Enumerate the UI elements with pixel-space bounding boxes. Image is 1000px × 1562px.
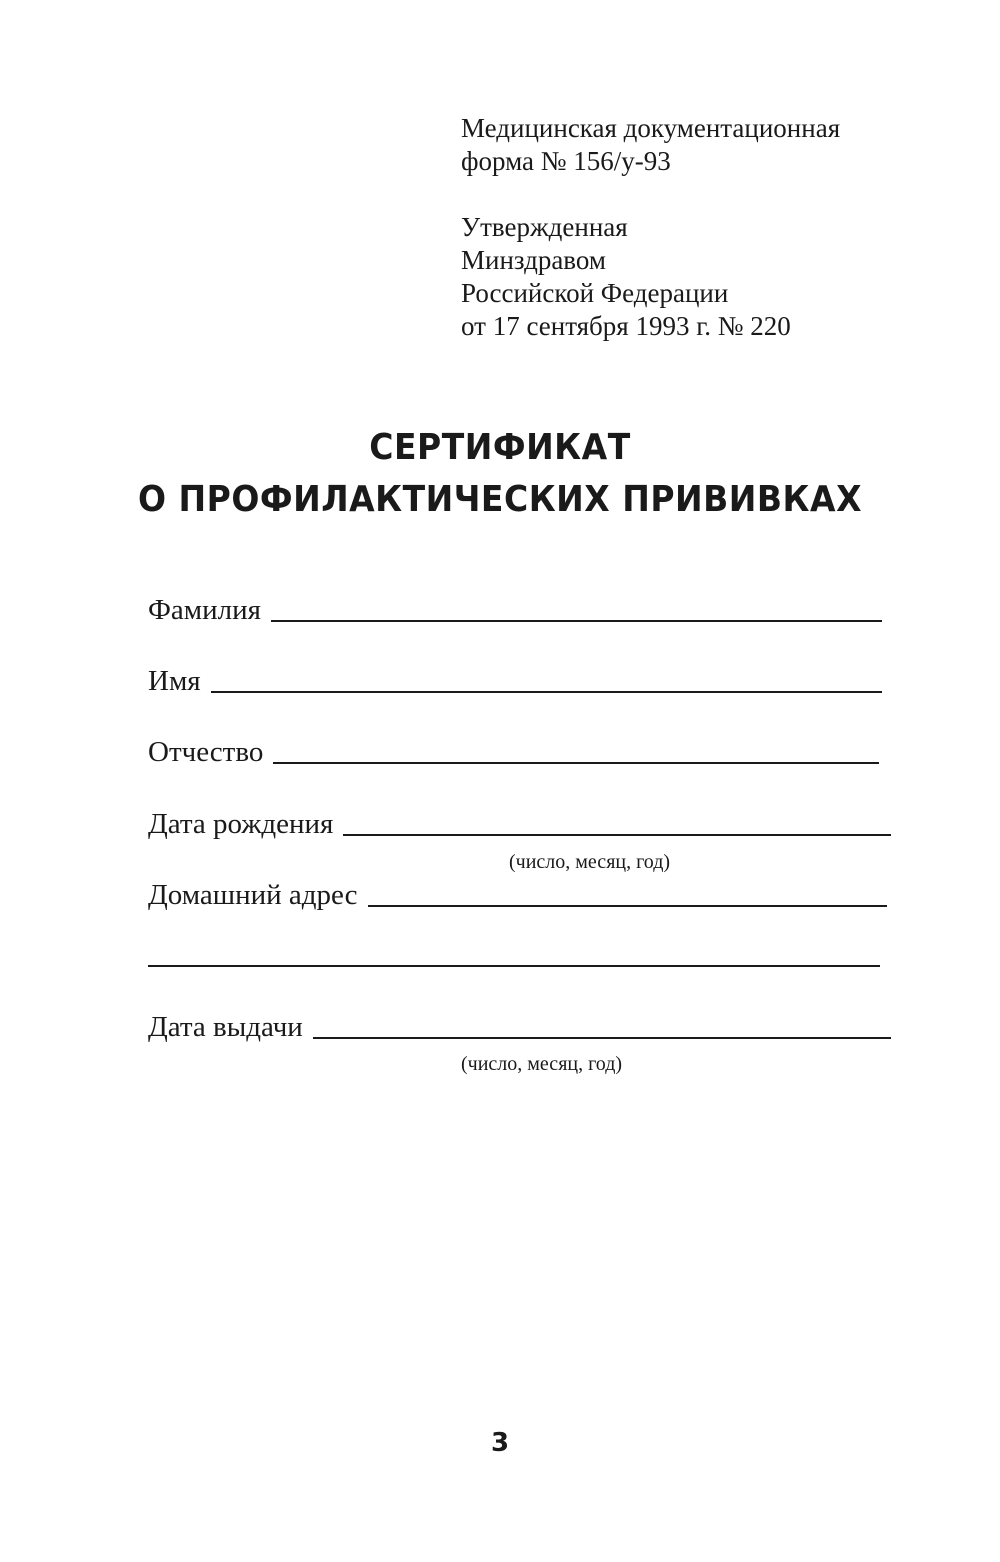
home-address-continuation-line[interactable]: [148, 965, 880, 967]
patronymic-input-line[interactable]: [273, 762, 879, 764]
form-type-line-1: Медицинская документационная: [461, 113, 841, 143]
home-address-input-line[interactable]: [368, 905, 888, 907]
patronymic-label: Отчество: [148, 736, 264, 768]
birth-date-label: Дата рождения: [148, 808, 334, 840]
approval-line-3: Российской Федерации: [461, 278, 729, 308]
surname-input-line[interactable]: [271, 620, 882, 622]
patronymic-field[interactable]: [148, 728, 879, 768]
home-address-field[interactable]: [148, 871, 887, 911]
birth-date-field[interactable]: [148, 800, 891, 840]
surname-field[interactable]: [148, 586, 882, 626]
issue-date-input-line[interactable]: [313, 1037, 891, 1039]
issue-date-label: Дата выдачи: [148, 1011, 303, 1043]
birth-date-hint: (число, месяц, год): [509, 851, 671, 873]
surname-label: Фамилия: [148, 594, 261, 626]
approval-line-4: от 17 сентября 1993 г. № 220: [461, 311, 791, 341]
issue-date-hint: (число, месяц, год): [461, 1053, 623, 1075]
name-input-line[interactable]: [211, 691, 882, 693]
name-label: Имя: [148, 665, 201, 697]
home-address-label: Домашний адрес: [148, 879, 358, 911]
form-header: [461, 112, 941, 343]
page-number: 3: [490, 1428, 510, 1458]
name-field[interactable]: [148, 657, 882, 697]
document-title-line-2: О ПРОФИЛАКТИЧЕСКИХ ПРИВИВКАХ: [137, 477, 863, 520]
birth-date-input-line[interactable]: [343, 834, 891, 836]
approval-line-2: Минздравом: [461, 245, 606, 275]
issue-date-field[interactable]: [148, 1003, 891, 1043]
approval-line-1: Утвержденная: [461, 212, 628, 242]
form-type-line-2: форма № 156/у-93: [461, 146, 671, 176]
header-spacer: [461, 178, 941, 211]
document-title-line-1: СЕРТИФИКАТ: [369, 425, 631, 468]
